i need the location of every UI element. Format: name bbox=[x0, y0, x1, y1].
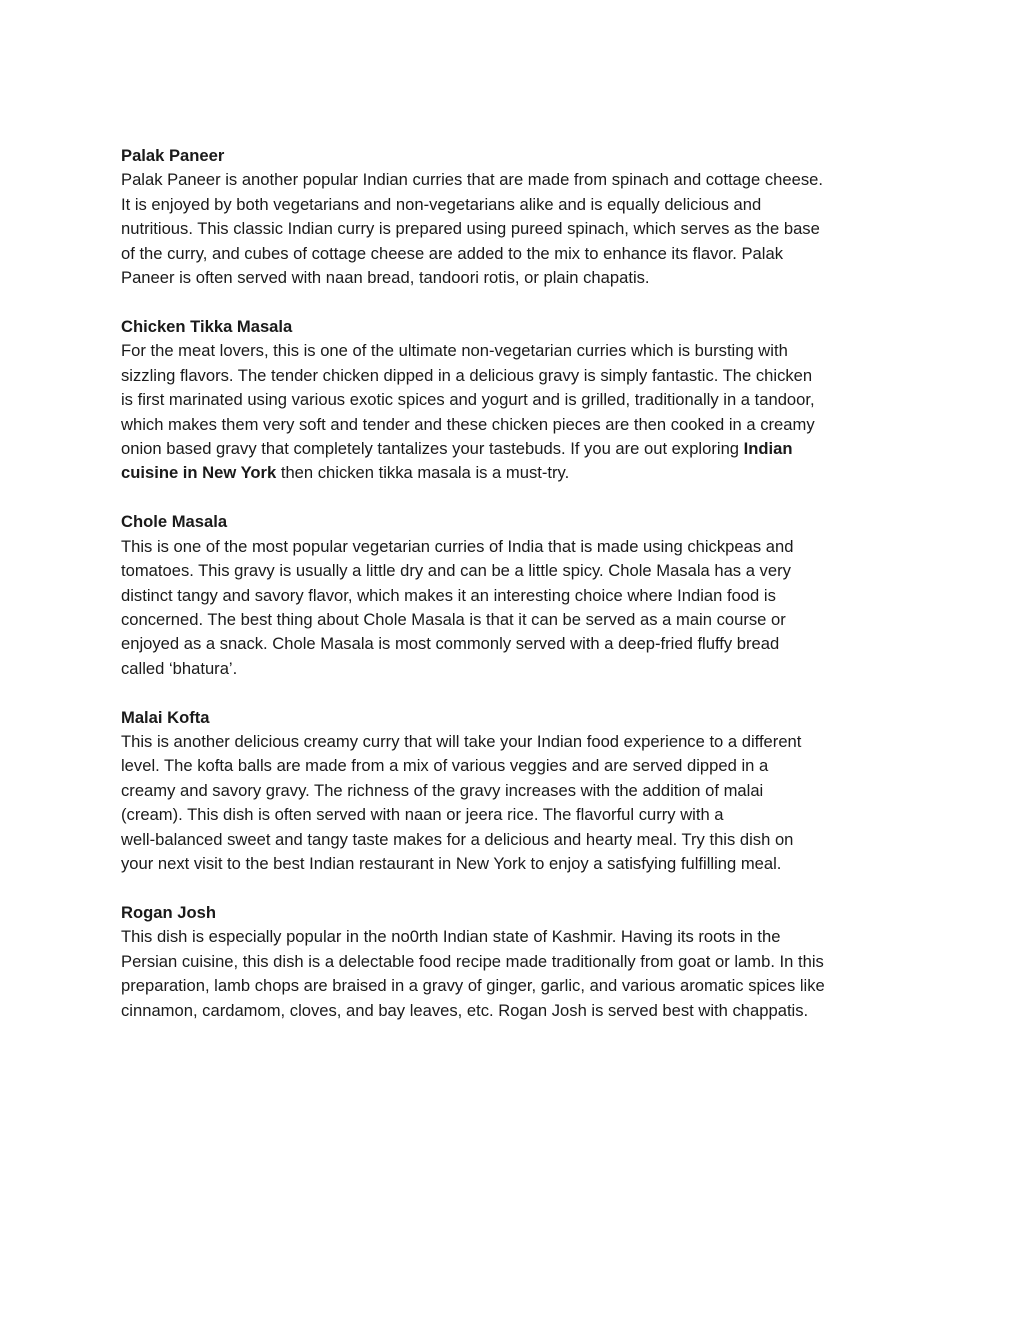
paragraph-line: creamy and savory gravy. The richness of the gravy increases with the addition of malai bbox=[121, 780, 764, 800]
section-paragraph bbox=[121, 168, 911, 290]
paragraph-line: It is enjoyed by both vegetarians and non-vegetarians alike and is equally delicious and bbox=[121, 194, 762, 214]
paragraph-line: of the curry, and cubes of cottage cheese are added to the mix to enhance its flavor. Palak bbox=[121, 243, 783, 263]
section-heading: Rogan Josh bbox=[121, 902, 216, 922]
paragraph-line: preparation, lamb chops are braised in a gravy of ginger, garlic, and various aromatic spices like bbox=[121, 976, 825, 996]
paragraph-line: This dish is especially popular in the no0rth Indian state of Kashmir. Having its roots in the bbox=[121, 927, 781, 947]
section-heading: Chicken Tikka Masala bbox=[121, 316, 293, 336]
paragraph-line: Paneer is often served with naan bread, tandoori rotis, or plain chapatis. bbox=[121, 268, 650, 288]
paragraph-line: This is another delicious creamy curry that will take your Indian food experience to a different bbox=[121, 732, 802, 752]
paragraph-line: level. The kofta balls are made from a mix of various veggies and are served dipped in a bbox=[121, 756, 769, 776]
paragraph-line: which makes them very soft and tender and these chicken pieces are then cooked in a creamy bbox=[121, 414, 815, 434]
paragraph-line: distinct tangy and savory flavor, which makes it an interesting choice where Indian food is bbox=[121, 585, 776, 605]
section-heading: Chole Masala bbox=[121, 512, 228, 532]
bold-keyword: Indian bbox=[743, 438, 793, 458]
section-heading: Palak Paneer bbox=[121, 146, 225, 165]
paragraph-line: nutritious. This classic Indian curry is prepared using pureed spinach, which serves as the base bbox=[121, 219, 820, 239]
paragraph-line: For the meat lovers, this is one of the ultimate non-vegetarian curries which is bursting with bbox=[121, 341, 788, 361]
section-chole-masala bbox=[121, 510, 911, 681]
paragraph-line: tomatoes. This gravy is usually a little dry and can be a little spicy. Chole Masala has a very bbox=[121, 561, 791, 581]
paragraph-line: enjoyed as a snack. Chole Masala is most commonly served with a deep-fried fluffy bread bbox=[121, 634, 780, 654]
paragraph-line bbox=[121, 461, 911, 485]
section-paragraph bbox=[121, 730, 911, 876]
paragraph-line bbox=[121, 437, 911, 461]
paragraph-line: concerned. The best thing about Chole Masala is that it can be served as a main course or bbox=[121, 609, 786, 629]
section-rogan-josh bbox=[121, 901, 911, 1023]
paragraph-line: Palak Paneer is another popular Indian curries that are made from spinach and cottage cheese. bbox=[121, 170, 823, 190]
bold-keyword: cuisine in New York bbox=[121, 463, 277, 483]
paragraph-line: is first marinated using various exotic spices and yogurt and is grilled, traditionally in a tandoor, bbox=[121, 390, 815, 410]
section-paragraph bbox=[121, 535, 911, 681]
section-paragraph bbox=[121, 339, 911, 485]
paragraph-text: then chicken tikka masala is a must-try. bbox=[276, 463, 570, 483]
paragraph-line: (cream). This dish is often served with naan or jeera rice. The flavorful curry with a bbox=[121, 805, 724, 825]
paragraph-line: called ‘bhatura’. bbox=[121, 658, 238, 678]
section-paragraph bbox=[121, 925, 911, 1023]
section-palak-paneer bbox=[121, 144, 911, 290]
paragraph-line: This is one of the most popular vegetarian curries of India that is made using chickpeas and bbox=[121, 536, 794, 556]
paragraph-line: cinnamon, cardamom, cloves, and bay leaves, etc. Rogan Josh is served best with chappatis. bbox=[121, 1000, 809, 1020]
paragraph-line: well-balanced sweet and tangy taste makes for a delicious and hearty meal. Try this dish on bbox=[121, 829, 794, 849]
document-page bbox=[121, 144, 911, 1048]
paragraph-line: your next visit to the best Indian restaurant in New York to enjoy a satisfying fulfilling meal. bbox=[121, 854, 782, 874]
section-malai-kofta bbox=[121, 706, 911, 877]
paragraph-line: sizzling flavors. The tender chicken dipped in a delicious gravy is simply fantastic. The chicken bbox=[121, 365, 813, 385]
section-heading: Malai Kofta bbox=[121, 707, 210, 727]
paragraph-text: onion based gravy that completely tantalizes your tastebuds. If you are out exploring bbox=[121, 438, 744, 458]
paragraph-line: Persian cuisine, this dish is a delectable food recipe made traditionally from goat or lamb. In this bbox=[121, 951, 824, 971]
section-chicken-tikka-masala bbox=[121, 315, 911, 486]
